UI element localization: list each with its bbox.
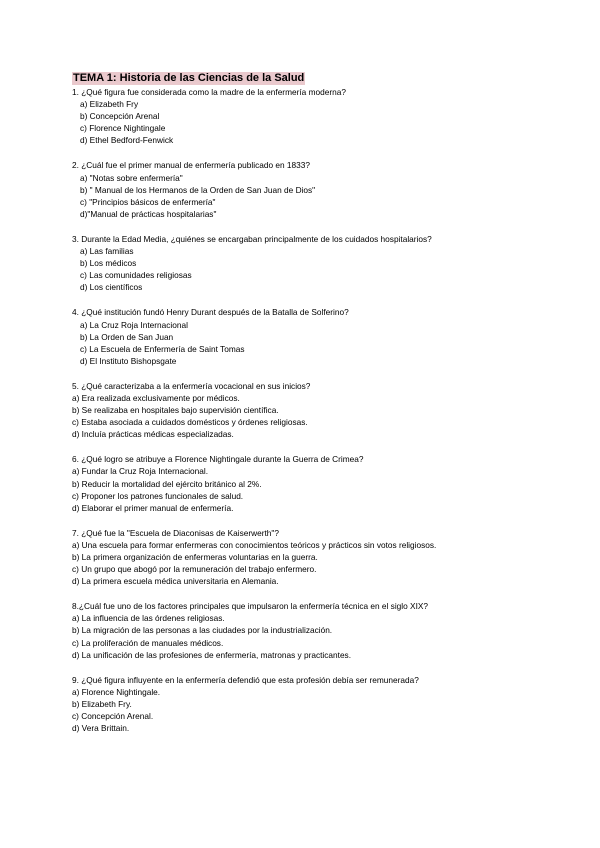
question-9: [72, 674, 542, 734]
answer-option: a) "Notas sobre enfermería": [80, 172, 183, 183]
answer-option: d) Los científicos: [80, 282, 143, 293]
question-text: 6. ¿Qué logro se atribuye a Florence Nightingale durante la Guerra de Crimea?: [72, 454, 364, 465]
question-1: [72, 86, 542, 146]
answer-option: b) Los médicos: [80, 258, 137, 269]
answer-option: c) Concepción Arenal.: [72, 711, 154, 722]
question-5: [72, 380, 542, 440]
answer-option: a) La Cruz Roja Internacional: [80, 319, 188, 330]
answer-option: c) Estaba asociada a cuidados domésticos y órdenes religiosas.: [72, 417, 308, 428]
question-2: [72, 159, 542, 219]
answer-option: d) La primera escuela médica universitaria en Alemania.: [72, 576, 279, 587]
answer-option: c) Las comunidades religiosas: [80, 270, 192, 281]
answer-option: b) Reducir la mortalidad del ejército británico al 2%.: [72, 478, 262, 489]
answer-option: d)"Manual de prácticas hospitalarias": [80, 208, 217, 219]
answer-option: d) Vera Brittain.: [72, 723, 130, 734]
answer-option: c) Un grupo que abogó por la remuneración del trabajo enfermero.: [72, 564, 317, 575]
question-text: 5. ¿Qué caracterizaba a la enfermería vocacional en sus inicios?: [72, 380, 311, 391]
answer-option: a) Elizabeth Fry: [80, 99, 139, 110]
answer-option: b) " Manual de los Hermanos de la Orden de San Juan de Dios": [80, 184, 316, 195]
answer-option: a) Las familias: [80, 246, 134, 257]
question-text: 4. ¿Qué institución fundó Henry Durant después de la Batalla de Solferino?: [72, 307, 349, 318]
answer-option: b) La Orden de San Juan: [80, 331, 174, 342]
answer-option: d) El Instituto Bishopsgate: [80, 355, 177, 366]
answer-option: b) Concepción Arenal: [80, 111, 160, 122]
answer-option: a) La influencia de las órdenes religiosas.: [72, 613, 225, 624]
question-list: [72, 86, 542, 747]
question-6: [72, 453, 542, 513]
document-title: TEMA 1: Historia de las Ciencias de la Salud: [73, 72, 305, 84]
answer-option: a) Fundar la Cruz Roja Internacional.: [72, 466, 209, 477]
answer-option: d) Elaborar el primer manual de enfermería.: [72, 502, 234, 513]
question-3: [72, 233, 542, 293]
answer-option: b) La migración de las personas a las ciudades por la industrialización.: [72, 625, 333, 636]
answer-option: b) Elizabeth Fry.: [72, 698, 132, 709]
answer-option: c) Florence Nightingale: [80, 123, 166, 134]
answer-option: d) Incluía prácticas médicas especializadas.: [72, 429, 234, 440]
question-text: 3. Durante la Edad Media, ¿quiénes se encargaban principalmente de los cuidados hospitalarios?: [72, 233, 432, 244]
question-text: 2. ¿Cuál fue el primer manual de enfermería publicado en 1833?: [72, 160, 310, 171]
answer-option: a) Florence Nightingale.: [72, 686, 161, 697]
answer-option: d) Ethel Bedford-Fenwick: [80, 135, 174, 146]
question-text: 8.¿Cuál fue uno de los factores principales que impulsaron la enfermería técnica en el siglo XIX?: [72, 601, 429, 612]
question-text: 9. ¿Qué figura influyente en la enfermería defendió que esta profesión debía ser remunerada?: [72, 674, 419, 685]
answer-option: a) Una escuela para formar enfermeras con conocimientos teóricos y prácticos sin votos religiosos.: [72, 539, 437, 550]
question-4: [72, 306, 542, 366]
answer-option: c) La Escuela de Enfermería de Saint Tomas: [80, 343, 245, 354]
answer-option: d) La unificación de las profesiones de enfermería, matronas y practicantes.: [72, 649, 352, 660]
answer-option: c) La proliferación de manuales médicos.: [72, 637, 224, 648]
answer-option: c) "Principios básicos de enfermería": [80, 196, 216, 207]
question-8: [72, 600, 542, 660]
answer-option: a) Era realizada exclusivamente por médicos.: [72, 392, 240, 403]
answer-option: b) Se realizaba en hospitales bajo supervisión científica.: [72, 405, 279, 416]
question-text: 1. ¿Qué figura fue considerada como la madre de la enfermería moderna?: [72, 87, 346, 97]
question-7: [72, 527, 542, 587]
question-text: 7. ¿Qué fue la "Escuela de Diaconisas de Kaiserwerth"?: [72, 527, 279, 538]
answer-option: b) La primera organización de enfermeras voluntarias en la guerra.: [72, 552, 318, 562]
answer-option: c) Proponer los patrones funcionales de salud.: [72, 490, 244, 501]
